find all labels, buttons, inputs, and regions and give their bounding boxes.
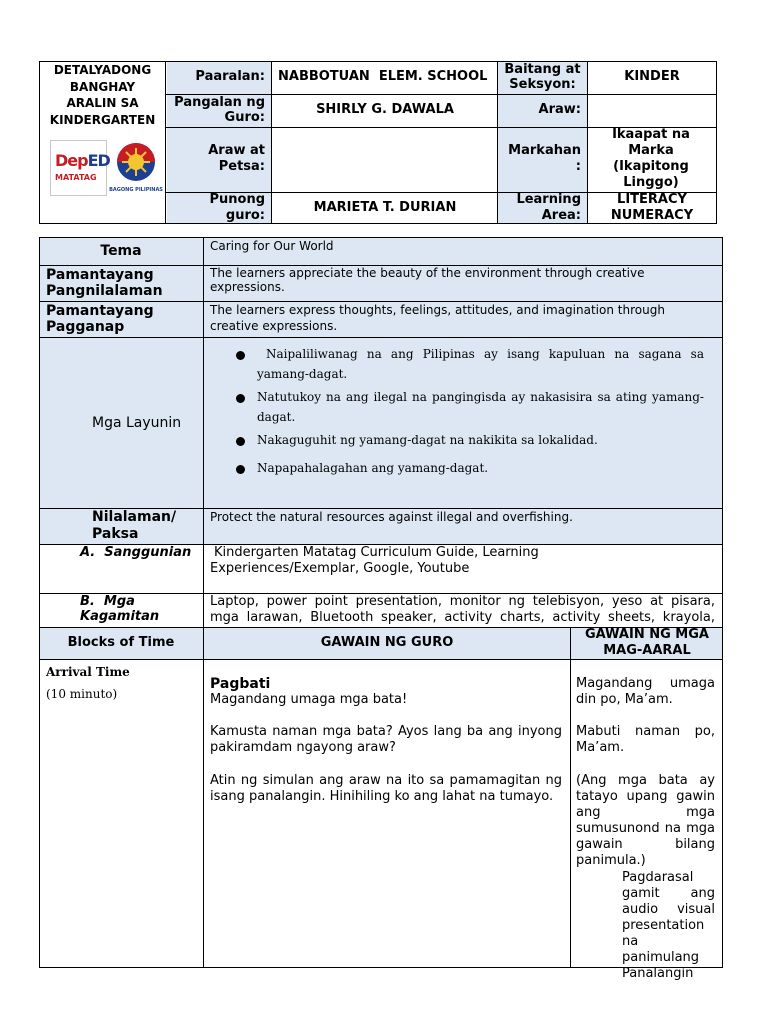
paaralan-value: NABBOTUAN ELEM. SCHOOL [278, 69, 488, 84]
baitang-value: KINDER [624, 69, 680, 84]
layunin-item-3: Nakaguguhit ng yamang-dagat na nakikita sa lokalidad. [257, 433, 598, 447]
punong-value: MARIETA T. DURIAN [313, 200, 457, 215]
bullet-icon [236, 437, 245, 446]
nilalaman-label: Nilalaman/ Paksa [92, 509, 177, 542]
blocks-col-time: Blocks of Time [67, 635, 175, 650]
markahan-label: Markahan : [508, 143, 581, 174]
guro-label: Pangalan ng Guro: [174, 95, 265, 125]
kagamitan-value: Laptop, power point presentation, monitor ng telebisyon, yeso at pisara, mga larawan, Bluetooth speaker, activity charts, activity sheets, krayola, [210, 594, 715, 625]
punong-label: Punong guro: [209, 192, 265, 223]
pagganap-value: The learners express thoughts, feelings, attitudes, and imagination through creative expressions. [210, 303, 665, 333]
paaralan-label: Paaralan: [195, 69, 265, 84]
bullet-icon [236, 465, 245, 474]
guro-line-1: Magandang umaga mga bata! [210, 692, 408, 707]
lesson-plan-title: DETALYADONG BANGHAY ARALIN SA KINDERGARTEN [49, 63, 156, 127]
deped-logo: DepED MATATAG [50, 140, 107, 196]
layunin-item-4: Napapahalagahan ang yamang-dagat. [257, 461, 489, 475]
kagamitan-label: B. Mga Kagamitan [80, 594, 160, 624]
svg-text:BAGONG PILIPINAS: BAGONG PILIPINAS [109, 187, 163, 193]
baitang-label: Baitang at Seksyon: [504, 62, 581, 92]
sanggunian-value: Kindergarten Matatag Curriculum Guide, Learning Experiences/Exemplar, Google, Youtube [210, 545, 539, 576]
aaral-line-3: (Ang mga bata ay tatayo upang gawin ang mga sumusunond na mga gawain bilang panimula.) [576, 773, 715, 868]
arrival-duration: (10 minuto) [46, 687, 118, 701]
pagganap-label: Pamantayang Pagganap [46, 303, 154, 335]
guro-value: SHIRLY G. DAWALA [316, 102, 454, 117]
area-value: LITERACY NUMERACY [610, 192, 694, 223]
nilalaman-value: Protect the natural resources against illegal and overfishing. [210, 510, 573, 524]
blocks-col-guro: GAWAIN NG GURO [320, 635, 454, 650]
layunin-label: Mga Layunin [92, 415, 182, 431]
pangnilalaman-label: Pamantayang Pangnilalaman [46, 267, 163, 299]
markahan-value: Ikaapat na Marka (Ikapitong Linggo) [612, 127, 690, 190]
tema-label: Tema [100, 243, 142, 259]
blocks-col-aaral: GAWAIN NG MGA MAG-AARAL [585, 627, 709, 658]
bullet-icon [236, 351, 245, 360]
pangnilalaman-value: The learners appreciate the beauty of the environment through creative expressions. [210, 266, 645, 294]
araw-label: Araw: [538, 102, 581, 117]
bagong-pilipinas-logo [109, 140, 163, 194]
layunin-item-1: Naipaliliwanag na ang Pilipinas ay isang kapuluan na sagana sa yamang-dagat. [257, 347, 704, 381]
aaral-line-2: Mabuti naman po, Ma’am. [576, 724, 715, 755]
arrival-time-label: Arrival Time [46, 665, 130, 679]
pagbati-heading: Pagbati [210, 676, 271, 692]
guro-line-2: Kamusta naman mga bata? Ayos lang ba ang inyong pakiramdam ngayong araw? [210, 724, 562, 755]
petsa-label: Araw at Petsa: [208, 143, 265, 174]
bullet-icon [236, 394, 245, 403]
layunin-item-2: Natutukoy na ang ilegal na pangingisda ay nakasisira sa ating yamang-dagat. [257, 390, 704, 424]
aaral-line-1: Magandang umaga din po, Ma’am. [576, 676, 715, 707]
tema-value: Caring for Our World [210, 239, 334, 253]
sanggunian-label: A. Sanggunian [80, 545, 192, 560]
area-label: Learning Area: [516, 192, 581, 223]
guro-line-3: Atin ng simulan ang araw na ito sa pamamagitan ng isang panalangin. Hinihiling ko ang lahat na tumayo. [210, 773, 562, 804]
aaral-line-4: Pagdarasal gamit ang audio visual presentation na panimulang Panalangin [622, 870, 715, 981]
